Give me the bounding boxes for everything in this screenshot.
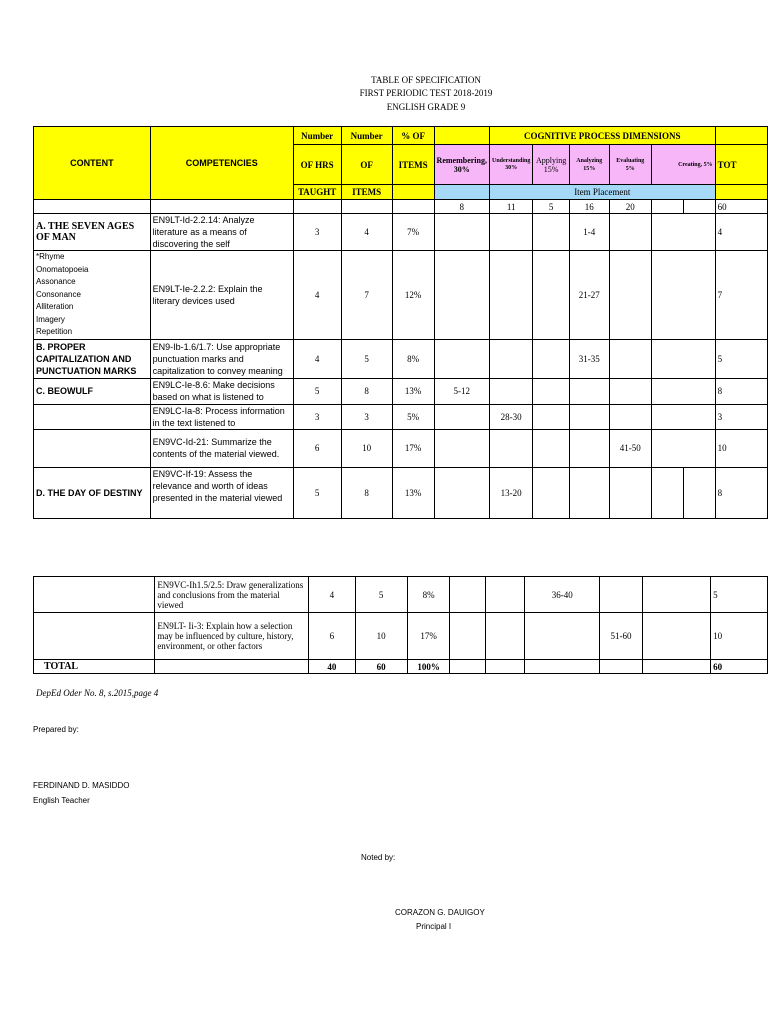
- und-cell: [489, 429, 532, 467]
- table-row: [34, 378, 768, 404]
- hrs-cell: 3: [293, 404, 341, 429]
- prepared-by-label: Prepared by:: [33, 725, 79, 734]
- eva-cell: [609, 378, 651, 404]
- count-remembering: 8: [434, 200, 489, 214]
- rem-cell: [434, 339, 489, 378]
- und-cell: [486, 613, 525, 660]
- total-tot: 60: [711, 660, 768, 674]
- col-total: TOT: [715, 145, 767, 185]
- col-analyzing: Analyzing 15%: [569, 145, 609, 185]
- hrs-cell: 5: [293, 467, 341, 518]
- items-cell: 8: [341, 467, 392, 518]
- app-cell: [533, 214, 570, 251]
- und-cell: [489, 339, 532, 378]
- competency-cell: EN9VC-If-19: Assess the relevance and worth of ideas presented in the material viewed: [150, 467, 293, 518]
- tot-cell: 10: [715, 429, 767, 467]
- table-row: [34, 251, 768, 340]
- items-cell: 5: [355, 577, 407, 613]
- tot-cell: 8: [715, 378, 767, 404]
- item-placement-header: Item Placement: [489, 185, 715, 200]
- und-cell: 13-20: [489, 467, 532, 518]
- app-cell: [533, 251, 570, 340]
- competency-cell: EN9LT-Ie-2.2.2: Explain the literary devices used: [150, 251, 293, 340]
- count-total: 60: [715, 200, 767, 214]
- table-row: [34, 429, 768, 467]
- col-hrs-top: Number: [293, 127, 341, 145]
- cre-cell: [652, 404, 716, 429]
- pct-cell: 12%: [392, 251, 434, 340]
- cre-cell: [643, 613, 711, 660]
- count-understanding: 11: [489, 200, 532, 214]
- hrs-cell: 6: [293, 429, 341, 467]
- deped-reference: DepEd Oder No. 8, s.2015,page 4: [36, 688, 159, 698]
- hrs-cell: 6: [309, 613, 356, 660]
- competency-cell: EN9VC-Id-21: Summarize the contents of the material viewed.: [150, 429, 293, 467]
- hrs-cell: 4: [293, 251, 341, 340]
- content-cell: [34, 429, 151, 467]
- eva-cell: [609, 339, 651, 378]
- col-competencies: COMPETENCIES: [150, 127, 293, 200]
- content-cell: C. BEOWULF: [34, 378, 151, 404]
- col-content: CONTENT: [34, 127, 151, 200]
- ana-cell: [569, 404, 609, 429]
- col-pct-mid: ITEMS: [392, 145, 434, 185]
- spec-table: [33, 126, 768, 519]
- pct-cell: 13%: [392, 467, 434, 518]
- und-cell: [486, 577, 525, 613]
- rem-cell: [450, 613, 486, 660]
- app-cell: [525, 613, 600, 660]
- und-cell: [489, 214, 532, 251]
- ana-cell: 21-27: [569, 251, 609, 340]
- eva-cell: [609, 251, 651, 340]
- col-remembering: Remembering, 30%: [434, 145, 489, 185]
- cre-cell: [643, 577, 711, 613]
- pct-cell: 5%: [392, 404, 434, 429]
- preparer-title: English Teacher: [33, 796, 90, 805]
- count-evaluating: 20: [609, 200, 651, 214]
- cre-cell: [652, 429, 716, 467]
- ana-cell: [569, 429, 609, 467]
- items-cell: 4: [341, 214, 392, 251]
- tot-cell: 5: [715, 339, 767, 378]
- cre-cell: [652, 467, 684, 518]
- competency-cell: EN9LC-Ie-8.6: Make decisions based on what is listened to: [150, 378, 293, 404]
- ana-cell: 31-35: [569, 339, 609, 378]
- col-items-mid: OF: [341, 145, 392, 185]
- competency-cell: EN9LC-Ia-8: Process information in the text listened to: [150, 404, 293, 429]
- competency-cell: EN9LT- Ii-3: Explain how a selection may be influenced by culture, history, environment, or other factors: [155, 613, 309, 660]
- total-pct: 100%: [407, 660, 450, 674]
- total-row: [34, 660, 768, 674]
- table-row: [34, 613, 768, 660]
- doc-title-2: FIRST PERIODIC TEST 2018-2019: [359, 88, 493, 98]
- content-cell: [34, 577, 155, 613]
- rem-cell: 5-12: [434, 378, 489, 404]
- pct-cell: 13%: [392, 378, 434, 404]
- eva-cell: 51-60: [600, 613, 643, 660]
- und-cell: 28-30: [489, 404, 532, 429]
- items-cell: 5: [341, 339, 392, 378]
- pct-cell: 17%: [407, 613, 450, 660]
- eva-cell: 41-50: [609, 429, 651, 467]
- items-cell: 10: [355, 613, 407, 660]
- pct-cell: 8%: [407, 577, 450, 613]
- col-creating: Creating, 5%: [652, 145, 716, 185]
- rem-cell: [434, 251, 489, 340]
- content-cell: D. THE DAY OF DESTINY: [34, 467, 151, 518]
- app-cell: 36-40: [525, 577, 600, 613]
- doc-title-1: TABLE OF SPECIFICATION: [371, 75, 481, 85]
- col-pct-top: % OF: [392, 127, 434, 145]
- eva-cell: [600, 577, 643, 613]
- doc-title-3: ENGLISH GRADE 9: [386, 102, 466, 112]
- noter-title: Principal I: [416, 922, 452, 931]
- content-cell: A. THE SEVEN AGES OF MAN: [34, 214, 151, 251]
- col-evaluating: Evaluating 5%: [609, 145, 651, 185]
- count-applying: 5: [533, 200, 570, 214]
- count-creating: [652, 200, 684, 214]
- hrs-cell: 5: [293, 378, 341, 404]
- pct-cell: 17%: [392, 429, 434, 467]
- total-items: 60: [355, 660, 407, 674]
- hrs-cell: 4: [293, 339, 341, 378]
- col-items-top: Number: [341, 127, 392, 145]
- app-cell: [533, 404, 570, 429]
- eva-cell: [609, 404, 651, 429]
- preparer-name: FERDINAND D. MASIDDO: [33, 781, 130, 790]
- rem-cell: [434, 467, 489, 518]
- und-cell: [489, 251, 532, 340]
- hrs-cell: 3: [293, 214, 341, 251]
- tot-cell: 4: [715, 214, 767, 251]
- items-cell: 10: [341, 429, 392, 467]
- rem-cell: [434, 214, 489, 251]
- rem-cell: [434, 404, 489, 429]
- tot-cell: 3: [715, 404, 767, 429]
- cre-cell: [652, 378, 716, 404]
- tot-cell: 7: [715, 251, 767, 340]
- ana-cell: [569, 378, 609, 404]
- cognitive-dimensions-header: COGNITIVE PROCESS DIMENSIONS: [489, 127, 715, 145]
- eva-cell: [609, 467, 651, 518]
- competency-cell: EN9-Ib-1.6/1.7: Use appropriate punctuation marks and capitalization to convey meaning: [150, 339, 293, 378]
- eva-cell: [609, 214, 651, 251]
- col-applying: Applying 15%: [533, 145, 570, 185]
- count-analyzing: 16: [569, 200, 609, 214]
- ana-cell: 1-4: [569, 214, 609, 251]
- pct-cell: 8%: [392, 339, 434, 378]
- noted-by-label: Noted by:: [361, 853, 396, 862]
- app-cell: [533, 429, 570, 467]
- content-cell: B. PROPER CAPITALIZATION AND PUNCTUATION MARKS: [34, 339, 151, 378]
- hrs-cell: 4: [309, 577, 356, 613]
- cre-cell: [652, 251, 716, 340]
- spec-table-continued: [33, 576, 768, 674]
- items-cell: 8: [341, 378, 392, 404]
- rem-cell: [450, 577, 486, 613]
- table-row: [34, 467, 768, 518]
- total-label: TOTAL: [34, 660, 155, 674]
- ana-cell: [569, 467, 609, 518]
- total-hrs: 40: [309, 660, 356, 674]
- table-row: [34, 339, 768, 378]
- competency-cell: EN9LT-Id-2.2.14: Analyze literature as a means of discovering the self: [150, 214, 293, 251]
- content-cell: [34, 613, 155, 660]
- tot-cell: 5: [711, 577, 768, 613]
- app-cell: [533, 339, 570, 378]
- table-row: [34, 404, 768, 429]
- pct-cell: 7%: [392, 214, 434, 251]
- app-cell: [533, 378, 570, 404]
- content-cell: *Rhyme Onomatopoeia Assonance Consonance Alliteration Imagery Repetition: [34, 251, 151, 340]
- col-understanding: Understanding 30%: [489, 145, 532, 185]
- rem-cell: [434, 429, 489, 467]
- tot-cell: 8: [715, 467, 767, 518]
- und-cell: [489, 378, 532, 404]
- content-cell: [34, 404, 151, 429]
- noter-name: CORAZON G. DAUIGOY: [395, 908, 485, 917]
- tot-cell: 10: [711, 613, 768, 660]
- items-cell: 7: [341, 251, 392, 340]
- col-hrs-bot: TAUGHT: [293, 185, 341, 200]
- competency-cell: EN9VC-Ih1.5/2.5: Draw generalizations and conclusions from the material viewed: [155, 577, 309, 613]
- cre-cell: [652, 339, 716, 378]
- app-cell: [533, 467, 570, 518]
- table-row: [34, 214, 768, 251]
- table-row: [34, 577, 768, 613]
- col-items-bot: ITEMS: [341, 185, 392, 200]
- cre-cell: [652, 214, 716, 251]
- col-hrs-mid: OF HRS: [293, 145, 341, 185]
- items-cell: 3: [341, 404, 392, 429]
